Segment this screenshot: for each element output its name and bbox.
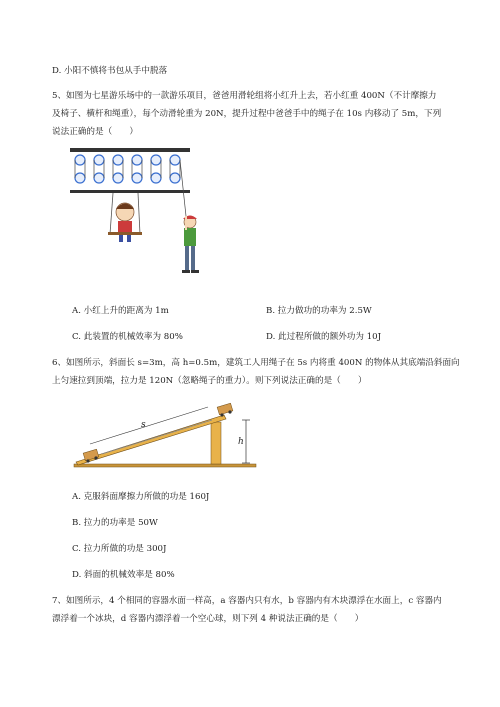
girl-on-swing: [108, 203, 142, 242]
q7-stem-line-1: 7、如图所示，4 个相同的容器水面一样高，a 容器内只有水，b 容器内有木块漂浮在水面上，c 容器内: [52, 596, 442, 606]
q5-stem-line-2: 及椅子、横杆和绳重），每个动滑轮重为 20N，提升过程中爸爸手中的绳子在 10s 内移动了 5m，下列: [52, 109, 442, 119]
cart-top: [217, 403, 233, 416]
rope: [102, 420, 212, 454]
dad-pulling: [182, 216, 199, 274]
q5-stem-line-1: 5、如图为七星游乐场中的一款游乐项目，爸爸用滑轮组将小红升上去，若小红重 400N（不计摩擦力: [52, 91, 437, 101]
q7-stem-line-2: 漂浮着一个冰块，d 容器内漂浮着一个空心球，则下列 4 种说法正确的是（ ）: [52, 614, 364, 624]
q5-option-a: A. 小红上升的距离为 1m: [72, 306, 169, 316]
q5-stem-line-3: 说法正确的是（ ）: [52, 127, 138, 137]
q5-option-b: B. 拉力做功的功率为 2.5W: [266, 306, 372, 316]
q6-stem-line-2: 上匀速拉到顶端，拉力是 120N（忽略绳子的重力）。则下列说法正确的是（ ）: [52, 376, 367, 386]
q6-option-b: B. 拉力的功率是 50W: [72, 518, 158, 528]
movable-beam: [70, 190, 190, 193]
label-h: h: [238, 437, 244, 447]
fixed-pulleys: [75, 155, 180, 165]
q6-stem-line-1: 6、如图所示，斜面长 s=3m，高 h=0.5m，建筑工人用绳子在 5s 内将重 400N 的物体从其底端沿斜面向: [52, 358, 460, 368]
support-block: [211, 422, 221, 464]
q6-option-c: C. 拉力所做的功是 300J: [72, 544, 167, 554]
ground: [74, 464, 256, 467]
pulley-system-figure: [68, 146, 208, 286]
q6-option-d: D. 斜面的机械效率是 80%: [72, 570, 175, 580]
movable-pulleys: [75, 173, 180, 183]
label-s: s: [141, 420, 146, 430]
top-beam: [70, 148, 190, 152]
incline-figure: [72, 400, 262, 472]
q5-option-c: C. 此装置的机械效率为 80%: [72, 332, 183, 342]
q4-option-d: D. 小阳不慎将书包从手中脱落: [52, 66, 168, 76]
q5-option-d: D. 此过程所做的额外功为 10J: [266, 332, 382, 342]
q6-option-a: A. 克服斜面摩擦力所做的功是 160J: [72, 492, 210, 502]
